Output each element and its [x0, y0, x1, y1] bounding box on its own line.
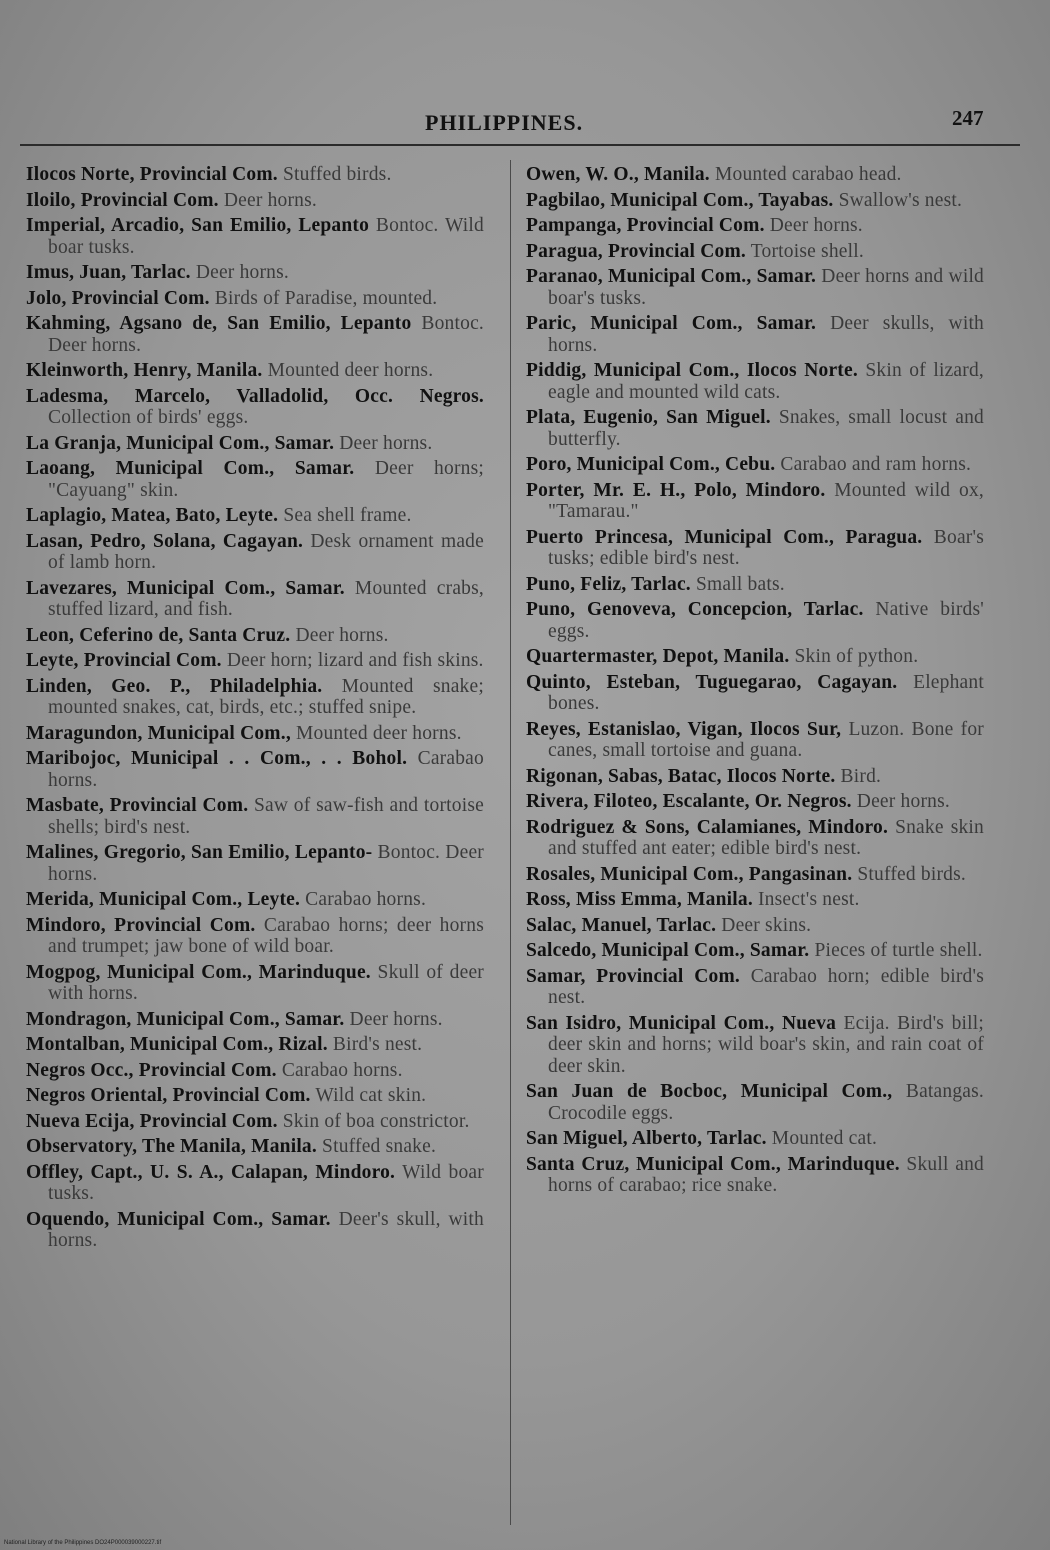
exhibitor-name: Paragua, Provincial Com. [526, 240, 747, 262]
list-item [26, 164, 484, 186]
column-divider [510, 160, 511, 1525]
exhibit-description: Wild boar tusks. [48, 1161, 484, 1204]
list-item [526, 480, 984, 523]
list-item [526, 190, 984, 212]
exhibit-description: Small bats. [695, 573, 785, 595]
list-item [526, 915, 984, 937]
exhibit-description: Snakes, small locust and butterfly. [548, 407, 984, 450]
exhibit-description: Bird's nest. [332, 1034, 423, 1055]
exhibit-description: Deer horns. [295, 624, 389, 646]
exhibit-description: Deer horns. [195, 262, 289, 283]
exhibit-description: Carabao horns. [48, 748, 484, 791]
exhibit-description: Bontoc. Deer horns. [48, 842, 484, 885]
list-item [526, 966, 984, 1009]
exhibitor-name: Mogpog, Municipal Com., Marinduque. [26, 961, 371, 983]
exhibit-description: Tortoise shell. [750, 240, 864, 262]
exhibit-description: Desk ornament made of lamb horn. [48, 530, 484, 573]
list-item [26, 1111, 484, 1133]
list-item [526, 215, 984, 237]
exhibit-description: Skin of boa constrictor. [282, 1110, 470, 1132]
exhibitor-name: La Granja, Municipal Com., Samar. [26, 432, 335, 454]
exhibit-description: Collection of birds' eggs. [48, 407, 249, 428]
exhibit-description: Deer horn; lizard and fish skins. [226, 650, 484, 671]
exhibitor-name: Rosales, Municipal Com., Pangasinan. [526, 863, 853, 885]
exhibit-description: Skin of python. [794, 646, 919, 667]
exhibitor-name: Samar, Provincial Com. [526, 965, 740, 987]
exhibitor-name: Iloilo, Provincial Com. [26, 189, 219, 211]
exhibit-description: Deer horns; "Cayuang" skin. [48, 458, 485, 501]
exhibit-description: Birds of Paradise, mounted. [214, 287, 438, 309]
exhibit-description: Swallow's nest. [838, 189, 963, 211]
exhibit-description: Carabao horns; deer horns and trumpet; jaw bone of wild boar. [48, 914, 484, 957]
exhibitor-name: Merida, Municipal Com., Leyte. [26, 889, 301, 910]
list-item [526, 766, 984, 788]
exhibitor-name: Pampanga, Provincial Com. [526, 215, 765, 236]
exhibitor-name: Offley, Capt., U. S. A., Calapan, Mindoro. [26, 1161, 396, 1183]
left-column [26, 164, 484, 1256]
exhibitor-name: San Juan de Bocboc, Municipal Com., [526, 1081, 893, 1102]
exhibitor-name: Paranao, Municipal Com., Samar. [526, 266, 817, 287]
list-item [526, 791, 984, 813]
list-item [26, 1009, 484, 1031]
list-item [26, 1085, 484, 1107]
exhibitor-name: Leon, Ceferino de, Santa Cruz. [26, 624, 291, 646]
list-item [526, 241, 984, 263]
exhibitor-name: Imperial, Arcadio, San Emilio, Lepanto [26, 215, 370, 236]
list-item [526, 527, 984, 570]
list-item [526, 646, 984, 668]
exhibit-description: Bird. [840, 765, 882, 787]
list-item [26, 1209, 484, 1252]
right-column [526, 164, 984, 1201]
exhibit-description: Wild cat skin. [315, 1085, 427, 1106]
list-item [526, 864, 984, 886]
list-item [26, 262, 484, 284]
exhibit-description: Mounted cat. [771, 1128, 878, 1149]
list-item [26, 313, 484, 356]
list-item [26, 676, 484, 719]
exhibit-description: Deer's skull, with horns. [48, 1208, 484, 1251]
list-item [26, 505, 484, 527]
list-item [526, 889, 984, 911]
exhibit-description: Carabao horn; edible bird's nest. [548, 965, 984, 1008]
exhibitor-name: Negros Oriental, Provincial Com. [26, 1085, 311, 1106]
list-item [26, 1136, 484, 1158]
exhibit-description: Deer skulls, with horns. [548, 313, 985, 356]
running-title: PHILIPPINES. [425, 110, 584, 135]
list-item [26, 1162, 484, 1205]
list-item [526, 164, 984, 186]
list-item [26, 433, 484, 455]
exhibit-description: Snake skin and stuffed ant eater; edible bird's nest. [548, 816, 984, 859]
exhibitor-name: Porter, Mr. E. H., Polo, Mindoro. [526, 479, 826, 501]
exhibitor-name: Kleinworth, Henry, Manila. [26, 360, 263, 381]
exhibitor-name: Pagbilao, Municipal Com., Tayabas. [526, 189, 834, 211]
exhibit-description: Stuffed birds. [857, 863, 966, 885]
list-item [26, 215, 484, 258]
exhibitor-name: Quartermaster, Depot, Manila. [526, 646, 790, 667]
list-item [526, 454, 984, 476]
exhibitor-name: Puno, Genoveva, Concepcion, Tarlac. [526, 599, 864, 620]
list-item [26, 795, 484, 838]
exhibit-description: Boar's tusks; edible bird's nest. [548, 526, 984, 569]
exhibit-description: Stuffed birds. [282, 164, 392, 185]
list-item [26, 360, 484, 382]
exhibitor-name: Leyte, Provincial Com. [26, 650, 222, 671]
exhibitor-name: Lasan, Pedro, Solana, Cagayan. [26, 530, 304, 552]
exhibitor-name: San Miguel, Alberto, Tarlac. [526, 1128, 767, 1149]
exhibit-description: Mounted snake; mounted snakes, cat, birds, etc.; stuffed snipe. [48, 675, 484, 718]
exhibitor-name: Ilocos Norte, Provincial Com. [26, 164, 278, 185]
exhibit-description: Native birds' eggs. [548, 599, 985, 642]
exhibit-description: Stuffed snake. [322, 1136, 437, 1157]
exhibitor-name: Reyes, Estanislao, Vigan, Ilocos Sur, [526, 718, 842, 740]
list-item [26, 458, 484, 501]
exhibitor-name: Laoang, Municipal Com., Samar. [26, 458, 355, 479]
exhibitor-name: Jolo, Provincial Com. [26, 287, 210, 309]
list-item [526, 940, 984, 962]
list-item [526, 1154, 984, 1197]
list-item [526, 574, 984, 596]
exhibitor-name: Maragundon, Municipal Com., [26, 722, 291, 744]
exhibitor-name: Imus, Juan, Tarlac. [26, 262, 191, 283]
exhibit-description: Deer horns. [856, 791, 950, 812]
list-item [26, 889, 484, 911]
exhibitor-name: Maribojoc, Municipal . . Com., . . Bohol. [26, 748, 408, 769]
exhibit-description: Deer skins. [721, 914, 812, 936]
exhibitor-name: Ross, Miss Emma, Manila. [526, 889, 753, 910]
header-rule [20, 144, 1020, 146]
exhibit-description: Carabao horns. [305, 889, 427, 910]
exhibitor-name: Piddig, Municipal Com., Ilocos Norte. [526, 360, 858, 381]
exhibit-description: Mounted carabao head. [714, 164, 902, 185]
exhibitor-name: Salac, Manuel, Tarlac. [526, 914, 717, 936]
exhibit-description: Carabao horns. [281, 1059, 403, 1081]
exhibit-description: Skull of deer with horns. [48, 961, 484, 1004]
exhibitor-name: Puno, Feliz, Tarlac. [526, 573, 691, 595]
exhibitor-name: Poro, Municipal Com., Cebu. [526, 454, 776, 475]
list-item [526, 1081, 984, 1124]
exhibit-description: Carabao and ram horns. [780, 454, 972, 475]
list-item [526, 360, 984, 403]
exhibitor-name: Linden, Geo. P., Philadelphia. [26, 675, 323, 697]
exhibit-description: Batangas. Crocodile eggs. [548, 1081, 985, 1124]
exhibit-description: Deer horns. [349, 1008, 443, 1030]
list-item [26, 650, 484, 672]
page-number: 247 [952, 106, 984, 130]
list-item [26, 1034, 484, 1056]
exhibitor-name: Salcedo, Municipal Com., Samar. [526, 940, 810, 961]
exhibitor-name: Observatory, The Manila, Manila. [26, 1136, 317, 1157]
exhibit-description: Mounted deer horns. [267, 360, 434, 381]
page-header [0, 104, 1050, 144]
exhibitor-name: Plata, Eugenio, San Miguel. [526, 407, 771, 428]
list-item [26, 625, 484, 647]
exhibitor-name: Ladesma, Marcelo, Valladolid, Occ. Negros. [26, 385, 484, 407]
exhibitor-name: Rodriguez & Sons, Calamianes, Mindoro. [526, 816, 889, 838]
scan-footer: National Library of the Philippines DO24P000039000227.tif [4, 1540, 162, 1546]
exhibit-description: Luzon. Bone for canes, small tortoise and guana. [548, 718, 984, 761]
list-item [26, 386, 484, 429]
exhibitor-name: Montalban, Municipal Com., Rizal. [26, 1034, 328, 1055]
exhibit-description: Deer horns. [339, 432, 433, 454]
list-item [26, 915, 484, 958]
exhibit-description: Mounted deer horns. [295, 722, 462, 744]
exhibitor-name: Mondragon, Municipal Com., Samar. [26, 1008, 345, 1030]
exhibit-description: Mounted crabs, stuffed lizard, and fish. [48, 577, 484, 620]
exhibit-description: Deer horns. [769, 215, 863, 236]
exhibit-description: Deer horns. [223, 189, 317, 211]
exhibitor-name: Mindoro, Provincial Com. [26, 914, 256, 936]
exhibit-description: Deer horns and wild boar's tusks. [548, 266, 985, 309]
exhibitor-name: Masbate, Provincial Com. [26, 795, 249, 816]
exhibitor-name: Lavezares, Municipal Com., Samar. [26, 577, 345, 599]
list-item [26, 578, 484, 621]
list-item [26, 288, 484, 310]
list-item [526, 719, 984, 762]
exhibitor-name: Owen, W. O., Manila. [526, 164, 710, 185]
exhibit-description: Bontoc. Deer horns. [48, 313, 484, 356]
list-item [26, 842, 484, 885]
exhibitor-name: Quinto, Esteban, Tuguegarao, Cagayan. [526, 671, 898, 693]
list-item [526, 1013, 984, 1078]
exhibit-description: Elephant bones. [548, 671, 984, 714]
exhibit-description: Mounted wild ox, "Tamarau." [548, 479, 984, 522]
exhibit-description: Skull and horns of carabao; rice snake. [548, 1153, 984, 1196]
exhibitor-name: Puerto Princesa, Municipal Com., Paragua. [526, 526, 923, 548]
exhibitor-name: Rivera, Filoteo, Escalante, Or. Negros. [526, 791, 852, 812]
exhibitor-name: Rigonan, Sabas, Batac, Ilocos Norte. [526, 765, 836, 787]
exhibit-description: Bontoc. Wild boar tusks. [48, 215, 484, 258]
list-item [26, 190, 484, 212]
exhibit-description: Ecija. Bird's bill; deer skin and horns; wild boar's skin, and rain coat of deer skin. [548, 1012, 984, 1077]
list-item [526, 1128, 984, 1150]
exhibitor-name: Malines, Gregorio, San Emilio, Lepanto- [26, 842, 373, 863]
list-item [26, 723, 484, 745]
list-item [526, 672, 984, 715]
exhibit-description: Insect's nest. [757, 889, 860, 910]
exhibit-description: Saw of saw-fish and tortoise shells; bird's nest. [48, 795, 484, 838]
list-item [526, 407, 984, 450]
list-item [526, 313, 984, 356]
list-item [526, 266, 984, 309]
exhibitor-name: Paric, Municipal Com., Samar. [526, 313, 817, 334]
exhibitor-name: Laplagio, Matea, Bato, Leyte. [26, 505, 279, 526]
list-item [526, 599, 984, 642]
exhibitor-name: Negros Occ., Provincial Com. [26, 1059, 277, 1081]
list-item [26, 531, 484, 574]
exhibitor-name: Oquendo, Municipal Com., Samar. [26, 1208, 331, 1230]
exhibit-description: Pieces of turtle shell. [814, 940, 983, 961]
list-item [526, 817, 984, 860]
exhibit-description: Sea shell frame. [283, 505, 412, 526]
exhibitor-name: San Isidro, Municipal Com., Nueva [526, 1012, 837, 1034]
list-item [26, 962, 484, 1005]
list-item [26, 748, 484, 791]
exhibit-description: Skin of lizard, eagle and mounted wild cats. [548, 360, 985, 403]
exhibitor-name: Kahming, Agsano de, San Emilio, Lepanto [26, 313, 412, 334]
exhibitor-name: Santa Cruz, Municipal Com., Marinduque. [526, 1153, 900, 1175]
exhibitor-name: Nueva Ecija, Provincial Com. [26, 1110, 278, 1132]
list-item [26, 1060, 484, 1082]
